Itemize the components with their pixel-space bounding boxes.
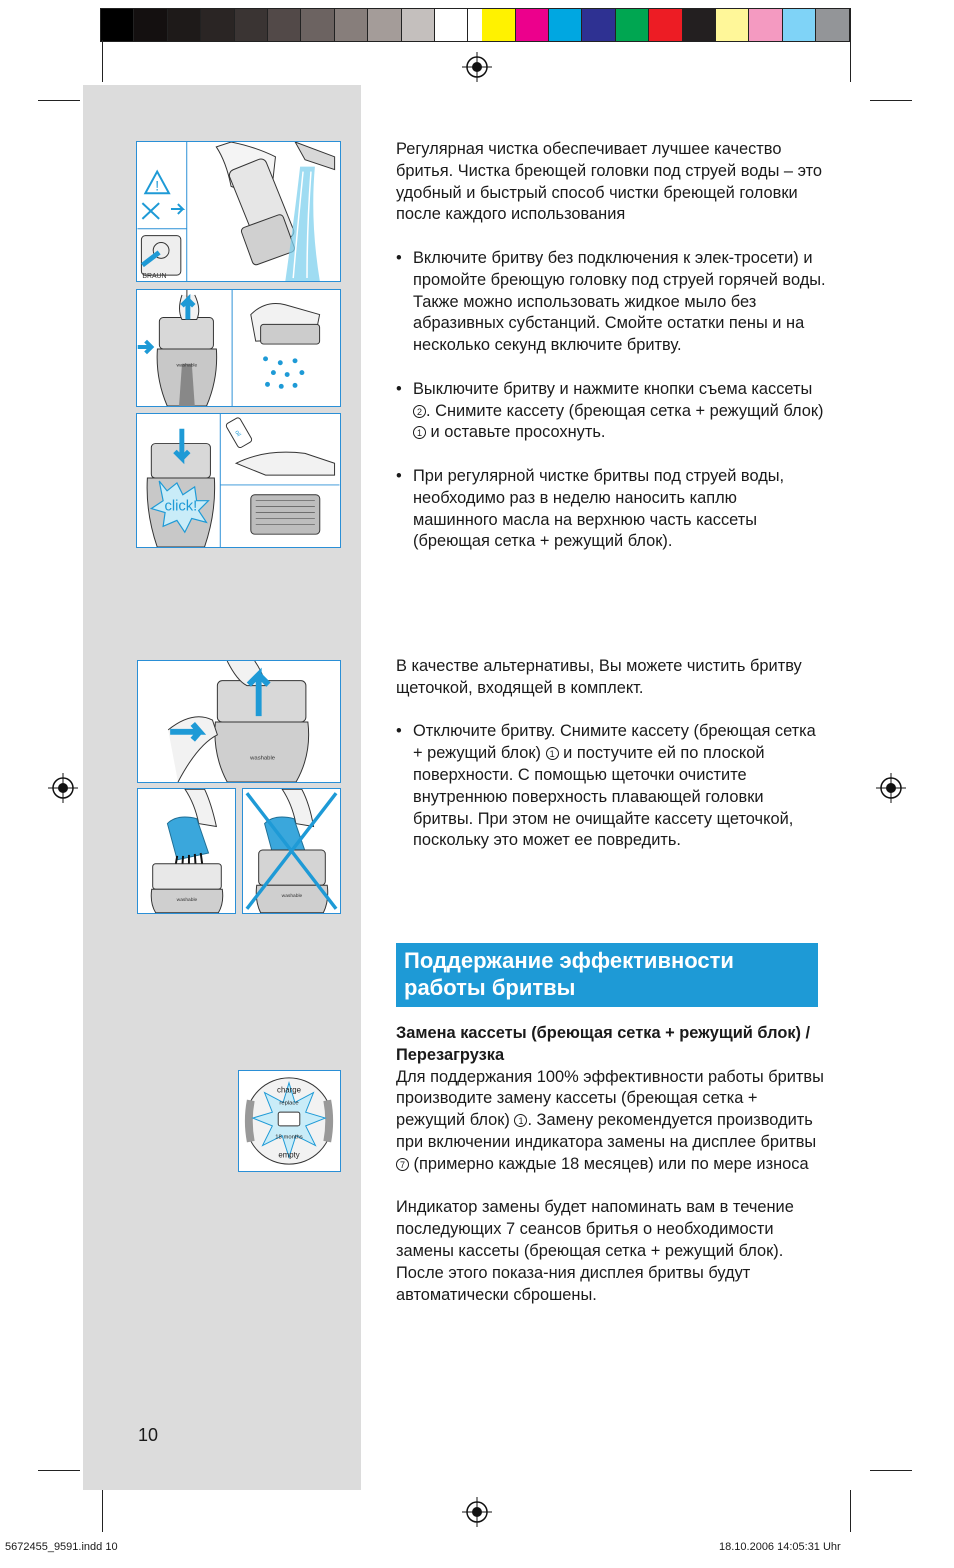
ref-number: 1 xyxy=(413,426,426,439)
intro-paragraph: В качестве альтернативы, Вы можете чистить бритву щеточкой, входящей в комплект. xyxy=(396,657,802,697)
display-label-months: 18 months xyxy=(275,1134,303,1141)
illustration-replace-indicator-display xyxy=(238,1070,341,1172)
illustration-oil-and-click xyxy=(136,413,341,548)
display-label-empty: empty xyxy=(278,1150,300,1160)
bullet-text: Включите бритву без подключения к элек-тросети) и промойте бреющую головку под струей горячей воды. Также можно использовать жидкое мыло без абразивных субстанций. Смойте остатки пены и на несколько секунд включите бритву. xyxy=(413,248,826,355)
svg-text:washable: washable xyxy=(176,363,198,369)
oil-label: oil xyxy=(233,429,242,438)
illustration-brush-wrong xyxy=(242,788,341,914)
intro-paragraph: Регулярная чистка обеспечивает лучшее качество бритья. Чистка бреющей головки под струей воды – это удобный и быстрый способ чистки бреющей головки после каждого использования xyxy=(396,140,823,224)
paragraph xyxy=(396,1067,826,1176)
crop-mark xyxy=(850,1490,851,1532)
registration-mark-icon xyxy=(876,773,906,803)
subheading: Замена кассеты (бреющая сетка + режущий блок) / Перезагрузка xyxy=(396,1024,811,1064)
color-swatch xyxy=(716,9,749,41)
washable-label: washable xyxy=(250,755,276,762)
crop-mark xyxy=(38,100,80,101)
color-swatch xyxy=(582,9,615,41)
ref-number: 2 xyxy=(413,405,426,418)
bullet-text: и оставьте просохнуть. xyxy=(426,423,606,442)
section-brush-cleaning xyxy=(396,656,826,852)
bullet-symbol: • xyxy=(396,722,402,741)
bullet-text: и постучите ей по плоской поверхности. С помощью щеточки очистите внутреннюю поверхность плавающей головки бритвы. При этом не очищайте кассету щеточкой, поскольку это может ее повредить. xyxy=(413,744,794,850)
crop-mark xyxy=(870,100,912,101)
ref-number: 1 xyxy=(546,747,559,760)
bullet-item xyxy=(396,379,826,444)
section-cassette-replacement xyxy=(396,1023,826,1306)
color-swatch xyxy=(816,9,849,41)
bullet-item xyxy=(396,248,826,357)
bullet-symbol: • xyxy=(396,379,402,398)
footer-timestamp: 18.10.2006 14:05:31 Uhr xyxy=(719,1541,841,1553)
registration-mark-icon xyxy=(462,52,492,82)
ref-number: 7 xyxy=(396,1158,409,1171)
washable-label: washable xyxy=(281,894,303,900)
color-swatch xyxy=(168,9,201,41)
registration-mark-icon xyxy=(48,773,78,803)
display-label-charge: charge xyxy=(277,1085,301,1095)
color-swatch xyxy=(301,9,334,41)
paragraph-text: (примерно каждые 18 месяцев) или по мере износа xyxy=(409,1154,809,1173)
color-swatch xyxy=(649,9,682,41)
ref-number: 1 xyxy=(514,1114,527,1127)
paragraph-text: Для поддержания 100% эффективности работы бритвы производите замену кассеты (бреющая сетка + режущий блок) xyxy=(396,1067,824,1130)
bullet-text: Выключите бритву и нажмите кнопки съема кассеты xyxy=(413,379,813,398)
section-rinse-cleaning xyxy=(396,139,826,553)
page-number: 10 xyxy=(138,1425,159,1445)
color-swatch xyxy=(749,9,782,41)
print-color-bar xyxy=(100,8,851,42)
color-swatch xyxy=(783,9,816,41)
bullet-item xyxy=(396,466,826,553)
color-swatch xyxy=(482,9,515,41)
color-swatch xyxy=(549,9,582,41)
color-swatch xyxy=(435,9,468,41)
color-swatch xyxy=(402,9,435,41)
illustration-rinse-under-tap xyxy=(136,141,341,282)
paragraph-text: . Замену рекомендуется производить при включении индикатора замены на дисплее бритвы xyxy=(396,1111,817,1151)
svg-text:!: ! xyxy=(155,178,160,194)
crop-mark xyxy=(38,1470,80,1471)
bullet-symbol: • xyxy=(396,466,402,485)
crop-mark xyxy=(870,1470,912,1471)
color-swatch xyxy=(616,9,649,41)
registration-mark-icon xyxy=(462,1497,492,1527)
illustration-remove-cassette-rinse xyxy=(136,289,341,407)
color-swatch xyxy=(101,9,134,41)
color-swatch xyxy=(134,9,167,41)
bullet-text: При регулярной чистке бритвы под струей воды, необходимо раз в неделю наносить каплю машинного масла на верхнюю часть кассеты (бреющая сетка + режущий блок). xyxy=(413,466,785,551)
bullet-symbol: • xyxy=(396,248,402,267)
paragraph: Индикатор замены будет напоминать вам в течение последующих 7 сеансов бритья о необходимости замены кассеты (бреющая сетка + режущий блок). После этого показа-ния дисплея бритвы будут автоматически сброшены. xyxy=(396,1198,794,1304)
washable-label: washable xyxy=(176,897,198,903)
illustration-brush-correct xyxy=(137,788,236,914)
color-swatch xyxy=(201,9,234,41)
crop-mark xyxy=(102,40,103,82)
click-label: click! xyxy=(164,498,198,515)
brand-label: BRAUN xyxy=(142,273,167,281)
footer-file-name: 5672455_9591.indd 10 xyxy=(5,1541,118,1553)
display-label-replace: replace xyxy=(279,1100,299,1107)
illustration-remove-cassette-brush xyxy=(137,660,341,783)
color-swatch xyxy=(268,9,301,41)
section-heading: Поддержание эффективности работы бритвы xyxy=(396,943,818,1007)
crop-mark xyxy=(850,40,851,82)
color-swatch xyxy=(368,9,401,41)
bullet-text: Отключите бритву. Снимите кассету (бреющая сетка + режущий блок) xyxy=(413,722,816,763)
crop-mark xyxy=(102,1490,103,1532)
bullet-item xyxy=(396,721,826,852)
color-swatch xyxy=(235,9,268,41)
color-swatch xyxy=(335,9,368,41)
color-swatch xyxy=(683,9,716,41)
bullet-text: . Снимите кассету (бреющая сетка + режущий блок) xyxy=(426,401,824,420)
color-swatch xyxy=(516,9,549,41)
